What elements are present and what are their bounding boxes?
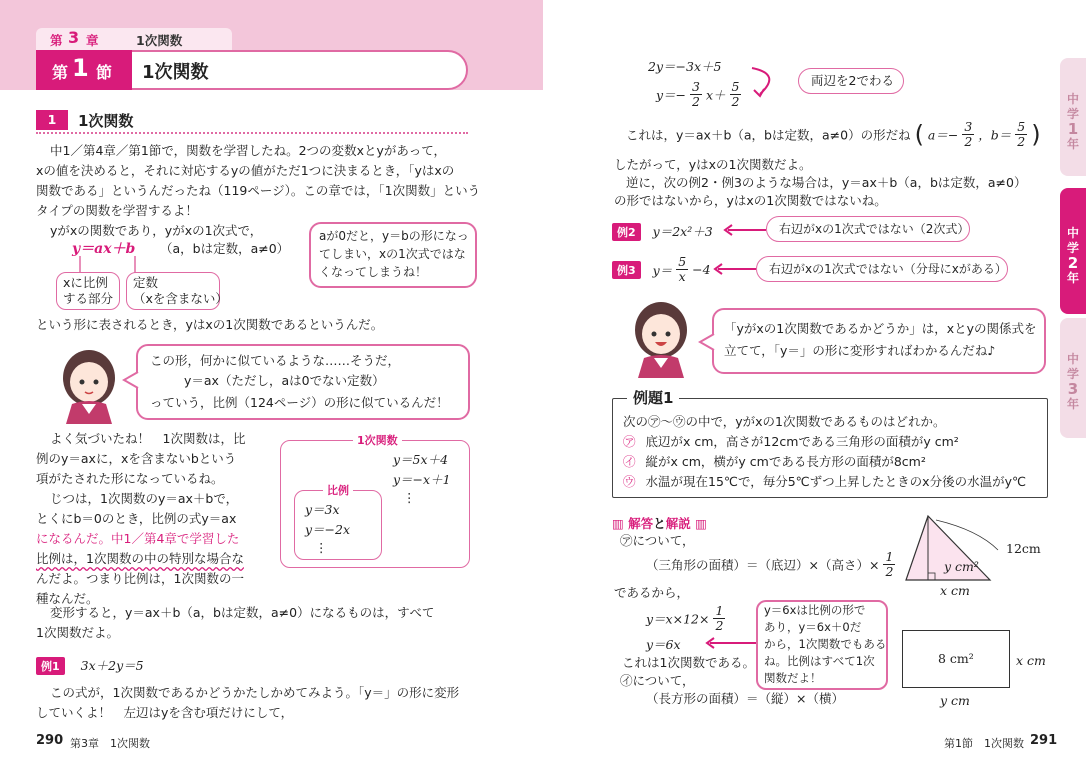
bubble-line: あり，y＝6x＋0だ: [764, 620, 862, 634]
bubble-line: ね。比例はすべて1次: [764, 654, 875, 668]
answer-eq-1: [646, 604, 725, 633]
frac-num: 5: [731, 79, 740, 94]
problem-item: [623, 473, 1026, 491]
item-text: 底辺がx cm，高さが12cmである三角形の面積がy cm²: [645, 434, 959, 449]
problem-title: 例題1: [627, 387, 679, 408]
tab-char: 1: [1067, 120, 1079, 138]
label-const-line: （xを含まない）: [133, 291, 228, 306]
inner-box-line: y＝−2x: [305, 522, 351, 537]
tab-char: 年: [1066, 137, 1079, 151]
frac-den: 2: [715, 618, 724, 633]
example-equation: y＝2x²＋3: [652, 224, 713, 239]
intro-line: タイプの関数を学習するよ！: [36, 203, 198, 218]
tab-grade-3[interactable]: [1060, 318, 1086, 438]
arrow-left-icon: [712, 261, 756, 277]
body-line: になるんだ。中1／第4章で学習した: [36, 531, 240, 546]
example-3: [612, 255, 711, 284]
example-tag: 例3: [612, 261, 641, 279]
answer-formula-text: （三角形の面積）＝（底辺）×（高さ）×: [646, 557, 880, 573]
intro-line: 中1／第4章／第1節で，関数を学習したね。2つの変数xとyがあって，: [50, 143, 446, 158]
frac-den: 2: [885, 564, 894, 579]
divide-arrow-icon: [742, 64, 802, 104]
rectangle-label-side: x cm: [1016, 653, 1046, 668]
footer-text-right: 第1節 1次関数: [944, 737, 1024, 750]
answer-eq-prefix: y＝x×12×: [646, 611, 710, 627]
note-bubble-6x: [756, 600, 888, 690]
frac-den: 2: [1017, 134, 1026, 149]
tail-line: していくよ！ 左辺はyを含む項だけにして，: [36, 705, 294, 720]
tab-grade-1[interactable]: [1060, 58, 1086, 176]
tab-char: 年: [1066, 397, 1079, 411]
speech-line: この形，何かに似ているような……そうだ，: [150, 353, 401, 368]
note-divide-text: 両辺を2でわる: [811, 73, 894, 88]
answer-a-so: であるから，: [614, 585, 690, 600]
formula-main: y＝ax＋b: [72, 241, 136, 257]
tab-char: 年: [1066, 271, 1079, 285]
answer-b-formula: （長方形の面積）＝（縦）×（横）: [646, 691, 844, 706]
body-line: 例のy＝axに，xを含まないbという: [36, 451, 237, 466]
tab-char: 学: [1066, 107, 1079, 121]
answer-a-formula: [646, 550, 895, 579]
body-line: よく気づいたね！ 1次関数は，比: [50, 431, 246, 446]
form-line: これは，y＝ax＋b（a，bは定数，a≠0）の形だね ( a＝− $\frac{3}{2}$ ，b＝ $\frac{5}{2}$ ): [626, 119, 1041, 149]
speech-tail: [122, 370, 140, 390]
eq-step-1: 2y＝−3x＋5: [648, 59, 722, 74]
item-mark: ㋑: [623, 454, 636, 469]
bubble-line: てしまい，xの1次式ではな: [319, 247, 466, 261]
label-prop-line: xに比例: [63, 275, 108, 290]
note-ex3-text: 右辺がxの1次式ではない（分母にxがある）: [769, 262, 1007, 276]
frac-den: x: [678, 269, 686, 284]
answer-label: と: [653, 516, 666, 531]
label-constant: [126, 272, 228, 310]
intro-line: 関数である」というんだったね（119ページ）。この章では，「1次関数」という: [36, 183, 481, 198]
inner-box-line: y＝3x: [305, 502, 340, 517]
speech-line: っていう，比例（124ページ）の形に似ているんだ！: [150, 395, 449, 410]
answer-a-intro: ㋐について，: [620, 533, 695, 548]
body-line: 項がたされた形になっているね。: [36, 471, 224, 486]
eq2-mid: x＋: [705, 87, 726, 103]
section-title: 1次関数: [142, 62, 209, 83]
problem-item: [623, 433, 959, 451]
tail-line: この式が，1次関数であるかどうかたしかめてみよう。「y＝」の形に変形: [50, 685, 460, 700]
speech-bubble-2: [712, 308, 1046, 374]
bubble-line: 関数だよ！: [764, 671, 822, 685]
section-suffix: 節: [96, 63, 113, 82]
transform-line: 1次関数だよ。: [36, 625, 119, 640]
page-number-left: 290: [36, 733, 64, 748]
problem-question: 次の㋐〜㋒の中で，yがxの1次関数であるものはどれか。: [623, 414, 946, 429]
item-text: 水温が現在15℃で，毎分5℃ずつ上昇したときのx分後の水温がy℃: [645, 474, 1027, 489]
note-ex2-text: 右辺がxの1次式ではない（2次式）: [779, 222, 970, 236]
example-equation: 3x＋2y＝5: [80, 658, 144, 673]
frac-num: 1: [885, 549, 894, 564]
inner-box-line: ⋮: [315, 540, 328, 555]
body-line: じつは，1次関数のy＝ax＋bで，: [50, 491, 239, 506]
body-line: んだよ。つまり比例は，1次関数の一: [36, 571, 244, 586]
label-prop-line: する部分: [63, 291, 114, 306]
note-divide: [798, 68, 904, 94]
speech-tail: [698, 332, 716, 352]
problem-box: [612, 389, 1048, 498]
converse-line: の形ではないから，yはxの1次関数ではないね。: [614, 193, 887, 208]
example-1: [36, 656, 144, 675]
body-line: 種なんだ。: [36, 591, 99, 606]
subsection-num: 1: [36, 110, 68, 130]
example-2: [612, 222, 713, 241]
section-title-bar: [36, 50, 468, 90]
frac-num: 3: [964, 119, 973, 134]
rectangle-label-area: 8 cm²: [938, 651, 974, 666]
girl-character-icon: [52, 344, 126, 424]
note-bubble-a: [309, 222, 477, 288]
transform-line: 変形すると，y＝ax＋b（a，bは定数，a≠0）になるものは，すべて: [50, 605, 435, 620]
answer-label: 解説: [665, 516, 691, 531]
triangle-figure: [898, 510, 1008, 592]
item-text: 縦がx cm，横がy cmである長方形の面積が8cm²: [645, 454, 926, 469]
answer-eq-2: y＝6x: [646, 637, 681, 652]
rectangle-label-base: y cm: [940, 693, 970, 708]
bubble-line: y＝6xは比例の形で: [764, 603, 866, 617]
example-tag: 例1: [36, 657, 65, 675]
triangle-label-base: x cm: [940, 583, 970, 598]
tab-char: 中: [1066, 92, 1079, 106]
ex3-prefix: y＝: [652, 262, 673, 278]
frac-den: 2: [692, 94, 700, 109]
ex3-suffix: −4: [692, 262, 711, 277]
label-const-line: 定数: [133, 275, 159, 290]
chapter-tab: [36, 28, 232, 50]
tab-grade-2[interactable]: [1060, 188, 1086, 314]
chapter-suffix: 章: [86, 33, 99, 48]
answer-heading: ▥ 解答と解説 ▥: [612, 516, 707, 531]
answer-b-intro: ㋑について，: [620, 673, 695, 688]
body-line: とくにb＝0のとき，比例の式y＝ax: [36, 511, 237, 526]
item-mark: ㋐: [623, 434, 636, 449]
bubble-line: から，1次関数でもある: [764, 637, 887, 651]
chapter-prefix: 第: [50, 33, 63, 48]
tab-char: 学: [1066, 241, 1079, 255]
answer-label: 解答: [628, 516, 654, 531]
section-prefix: 第: [52, 63, 69, 82]
example-tag: 例2: [612, 223, 641, 241]
frac-num: 3: [692, 79, 700, 94]
subsection-heading: [36, 108, 468, 134]
definition-end: という形に表されるとき，yはxの1次関数であるというんだ。: [36, 317, 384, 332]
tab-char: 2: [1067, 254, 1079, 272]
footer-text-left: 第3章 1次関数: [70, 737, 150, 750]
converse-line: 逆に，次の例2・例3のような場合は，y＝ax＋b（a，bは定数，a≠0）: [626, 175, 1027, 190]
note-ex2: [766, 216, 970, 242]
arrow-left-icon: [704, 636, 758, 650]
eq-step-2: [656, 80, 741, 109]
tab-char: 学: [1066, 367, 1079, 381]
frac-den: 2: [964, 134, 973, 149]
form-a: a＝−: [927, 127, 959, 143]
form-b: ，b＝: [978, 127, 1012, 143]
subsection-title: 1次関数: [78, 112, 134, 130]
form-line-text: これは，y＝ax＋b（a，bは定数，a≠0）の形だね: [626, 127, 911, 143]
problem-item: [623, 453, 926, 471]
eq2-prefix: y＝−: [656, 87, 687, 103]
box-line: ⋮: [403, 490, 416, 505]
box-line: y＝5x＋4: [393, 452, 449, 467]
box-line: y＝−x＋1: [393, 472, 451, 487]
triangle-label-side: 12cm: [1006, 541, 1041, 556]
item-mark: ㋒: [623, 474, 636, 489]
frac-num: 5: [1017, 119, 1026, 134]
section-num: 1: [72, 54, 89, 82]
tab-char: 中: [1066, 352, 1079, 366]
page-number-right: 291: [1030, 733, 1058, 748]
speech-line: 「yがxの1次関数であるかどうか」は，xとyの関係式を: [724, 321, 1037, 336]
frac-num: 1: [715, 603, 724, 618]
speech-line: y＝ax（ただし，aは0でない定数）: [184, 373, 385, 388]
speech-line: 立てて，「y＝」の形に変形すればわかるんだね♪: [724, 343, 996, 358]
chapter-title: 1次関数: [136, 33, 183, 48]
tab-char: 3: [1067, 380, 1079, 398]
note-ex3: [756, 256, 1008, 282]
conclusion: したがって，yはxの1次関数だよ。: [614, 157, 812, 172]
triangle-label-area: y cm²: [944, 559, 979, 574]
arrow-left-icon: [722, 222, 766, 238]
speech-bubble-1: [136, 344, 470, 420]
chapter-num: 3: [68, 28, 80, 47]
answer-conclusion: これは1次関数である。: [622, 655, 755, 670]
label-proportional: [56, 272, 120, 310]
bubble-line: aが0だと，y＝bの形になっ: [319, 229, 469, 243]
intro-line: xの値を決めると，それに対応するyの値がただ1つに決まるとき，「yはxの: [36, 163, 455, 178]
frac-den: 2: [731, 94, 740, 109]
body-line: 比例は，1次関数の中の特別な場合な: [36, 551, 244, 566]
definition-line: yがxの関数であり，yがxの1次式で，: [50, 223, 263, 238]
formula-note: （a，bは定数，a≠0）: [160, 241, 290, 256]
proportion-box: [294, 484, 382, 560]
bubble-line: くなってしまうね！: [319, 265, 428, 279]
tab-char: 中: [1066, 226, 1079, 240]
inner-box-title: 比例: [323, 482, 353, 498]
box-title: 1次関数: [353, 432, 402, 448]
girl-character-icon: [624, 296, 698, 378]
frac-num: 5: [678, 254, 687, 269]
